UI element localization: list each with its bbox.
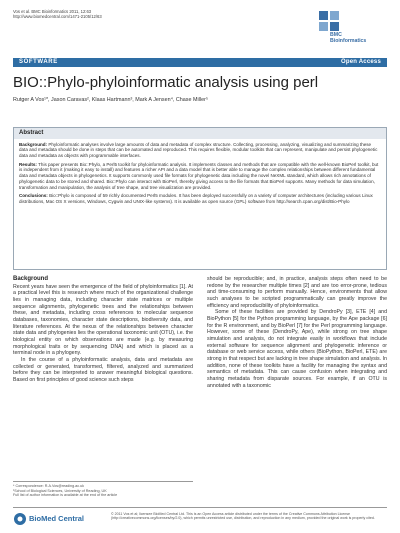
open-access-label: Open Access [341, 59, 381, 65]
bmc-logo-icon [318, 10, 340, 32]
article-type: SOFTWARE [19, 59, 58, 65]
body-column-left [13, 276, 193, 384]
section-heading: Background [13, 276, 49, 282]
journal-logo [318, 10, 388, 44]
author-info-note: Full list of author information is available at the end of the article [13, 493, 118, 498]
article-url[interactable]: http://www.biomedcentral.com/1471-2105/12/63 [13, 14, 102, 20]
running-header [13, 9, 102, 20]
paragraph: Some of these facilities are provided by DendroPy [3], ETE [4] and BioPython [5] for the Python programming language, by the Ape package [6] for the R environment, and by BioPerl [7] for the Perl programming language. However, some of these (DendroPy, Ape), while strong on tree shape simulation and analysis, do not integrate easily in workflows that include external software for sequence alignment and phylogenetic inference or database or web service access, while others (BioPython, BioPerl, ETE) are strong in that respect but are lacking in tree shape simulation and analysis. In addition, none of these toolkits have a facility for managing the syntax and semantics of metadata. This can cause confusion when integrating and sharing metadata from disparate sources. For example, if an OTU is annotated with a taxonomic [207, 309, 387, 389]
paragraph: Recent years have seen the emergence of the field of phyloinformatics [1]. At a practical level this is research where much of the organizational challenge lies in managing data, including character state matrices or multiple sequence alignments, phylogenetic trees and the relationships between these, and metadata, including cross references to molecular sequence databases, taxonomies, character state descriptions, biodiversity data, and literature references. At the nexus of the relationships between character state data and phylogenies lies the operational taxonomic unit (OTU), i.e. the biological entity on which observations are made (e.g. by measuring morphological traits or by sequencing DNA) and which is placed as a terminal node in a phylogeny. [13, 283, 193, 357]
affiliation: ¹School of Biological Sciences, University of Reading, UK [13, 488, 107, 493]
abstract-box [13, 127, 387, 270]
correspondence-email[interactable]: * Correspondence: R.A.Vos@reading.ac.uk [13, 484, 84, 488]
article-title: BIO::Phylo-phyloinformatic analysis using perl [13, 74, 319, 91]
correspondence-footnote [13, 481, 193, 498]
author-list: Rutger A Vos¹*, Jason Caravas², Klaas Hartmann³, Mark A Jensen⁴, Chase Miller⁵ [13, 97, 209, 103]
biomed-central-icon [13, 512, 27, 526]
article-type-bar [13, 58, 387, 67]
license-text: © 2011 Vos et al; licensee BioMed Central Ltd. This is an Open Access article distributed under the terms of the Creative Commons Attribution License (http://creativecommons.org/licenses/by/2.0), which permits unrestricted use, distribution, and reproduction in any medium, provided the original work is properly cited. [111, 512, 375, 521]
publisher-logo [13, 511, 103, 525]
paragraph: In the course of a phyloinformatic analysis, data and metadata are collected or generated, transformed, filtered, analyzed and summarized before they can be interpreted to answer meaningful biological questions. Based on first principles of good science such steps [13, 356, 193, 383]
publisher-name: BioMed Central [29, 514, 85, 523]
abstract-heading: Abstract [14, 128, 386, 139]
abstract-conclusions: Conclusions: Bio::Phylo is composed of 59 richly documented Perl5 modules. It has been deployed successfully on a variety of computer architectures (including various Linux distributions, Mac OS X versions, Windows, Cygwin and UNIX-like systems). It is available as open source (GPL) software from http://search.cpan.org/dist/Bio-Phylo [19, 193, 373, 205]
body-column-right [207, 276, 387, 389]
abstract-results: Results: This paper presents Bio::Phylo, a Perl5 toolkit for phyloinformatic analysis. It implements classes and methods that are compatible with the well-known BioPerl toolkit, but is independent from it (making it easy to install) and features a richer API and a data model that is better able to manage the complex relationships between different fundamental data and metadata objects in phylogenetics. It supports commonly used file formats for phylogenetic data including the novel NeXML standard, which allows rich annotations of phylogenetic data to be stored and shared. Bio::Phylo can interact with BioPerl, thereby giving access to the file formats that BioPerl supports. Many methods for data simulation, transformation and manipulation, the analysis of tree shape, and tree visualization are provided. [19, 161, 379, 190]
paragraph: should be reproducible; and, in practice, analysis steps often need to be redone by the researcher multiple times [2] and are too error-prone, tedious and time-consuming to perform manually. Hence, environments that allow such analyses to be scripted programmatically can greatly improve the efficiency and reproducibility of phyloinformatics. [207, 276, 387, 309]
page-footer [13, 507, 387, 525]
citation-line: Vos et al. BMC Bioinformatics 2011, 12:63 [13, 9, 92, 14]
journal-name: BMC Bioinformatics [330, 32, 367, 44]
abstract-background: Background: Phyloinformatic analyses involve large amounts of data and metadata of complex structure. Collecting, processing, analyzing, visualizing and summarizing these data and metadata should be done in steps that can be automated and reproduced. This requires flexible, modular toolkits that can represent, manipulate and persist phylogenetic data and metadata as objects with programmable interfaces. [19, 141, 378, 159]
